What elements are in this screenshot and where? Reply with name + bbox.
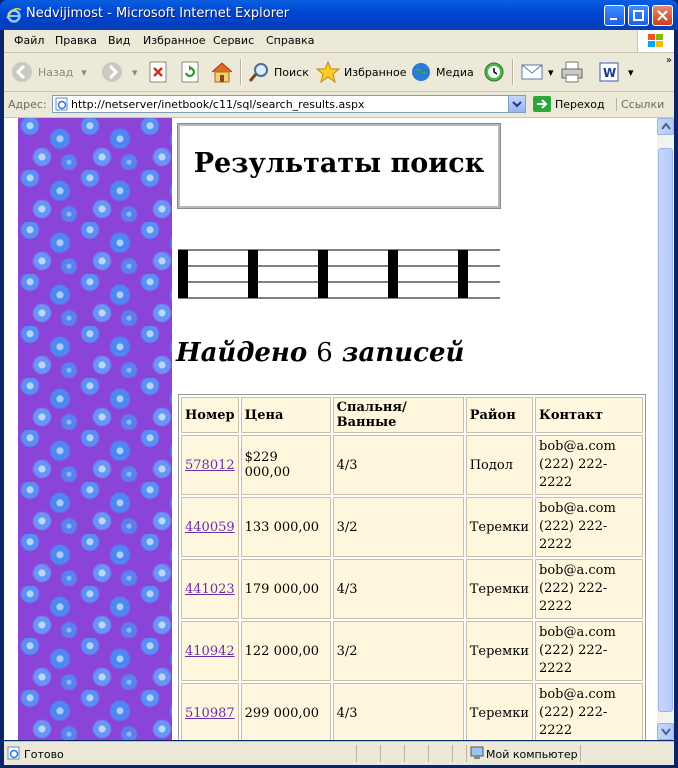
status-text: Готово: [24, 748, 64, 761]
minimize-button[interactable]: [604, 5, 625, 26]
contact-phone: (222) 222-2222: [539, 643, 608, 676]
contact-phone: (222) 222-2222: [539, 705, 608, 738]
forward-button[interactable]: [100, 60, 138, 84]
close-button[interactable]: [652, 5, 673, 26]
page-viewport: [4, 118, 657, 740]
header-box: [178, 124, 500, 208]
table-row: [181, 683, 643, 740]
scroll-thumb[interactable]: [658, 148, 673, 712]
address-dropdown-button[interactable]: [508, 96, 525, 112]
contact-cell: [535, 497, 643, 557]
district-cell: Теремки: [466, 683, 533, 740]
back-arrow-icon: [10, 60, 34, 84]
contact-email: bob@a.com: [539, 625, 616, 640]
minimize-icon: [608, 9, 621, 22]
page-title: Результаты поиск: [193, 148, 485, 179]
background-flowers-image: [18, 118, 172, 740]
go-arrow-icon: [533, 96, 551, 112]
mail-envelope-icon: [520, 61, 546, 83]
refresh-icon: [180, 61, 200, 83]
price-cell: $229 000,00: [241, 435, 331, 495]
price-cell: 299 000,00: [241, 683, 331, 740]
contact-cell: [535, 435, 643, 495]
forward-dropdown-icon[interactable]: ▾: [132, 65, 138, 79]
contact-phone: (222) 222-2222: [539, 457, 608, 490]
history-icon: [482, 61, 506, 83]
rooms-cell: 4/3: [333, 559, 464, 619]
table-row: [181, 435, 643, 495]
address-input[interactable]: [52, 95, 526, 113]
links-toolbar[interactable]: Ссылки: [616, 98, 664, 111]
page-status-icon: [7, 746, 21, 760]
back-button[interactable]: Назад ▾: [10, 60, 87, 84]
contact-cell: [535, 621, 643, 681]
word-edit-icon: [598, 61, 620, 83]
toolbar-overflow-icon[interactable]: »: [665, 55, 672, 66]
stop-button[interactable]: [148, 60, 168, 84]
address-url: http://netserver/inetbook/c11/sql/search_results.aspx: [71, 98, 365, 111]
scroll-down-button[interactable]: [657, 723, 674, 740]
district-cell: Подол: [466, 435, 533, 495]
menu-help[interactable]: Справка: [266, 34, 315, 47]
home-button[interactable]: [210, 60, 234, 84]
price-cell: 179 000,00: [241, 559, 331, 619]
address-label: Адрес:: [8, 98, 47, 111]
contact-email: bob@a.com: [539, 563, 616, 578]
history-button[interactable]: [482, 60, 506, 84]
table-header-row: [181, 397, 643, 433]
rooms-cell: 4/3: [333, 435, 464, 495]
results-table: [178, 394, 646, 740]
results-count: 6: [316, 338, 333, 368]
results-count-heading: Найдено 6 записей: [176, 338, 465, 368]
ie-logo-icon: [6, 7, 22, 23]
edit-dropdown-icon[interactable]: ▾: [628, 65, 634, 79]
windows-logo: [637, 30, 674, 52]
col-header-rooms: Спальня/Ванные: [333, 397, 464, 433]
contact-email: bob@a.com: [539, 439, 616, 454]
menu-tools[interactable]: Сервис: [213, 34, 255, 47]
refresh-button[interactable]: [180, 60, 200, 84]
price-cell: 133 000,00: [241, 497, 331, 557]
print-button[interactable]: [560, 60, 584, 84]
contact-cell: [535, 559, 643, 619]
listing-id-link[interactable]: 510987: [185, 705, 235, 721]
contact-email: bob@a.com: [539, 501, 616, 516]
chevron-down-icon: [658, 724, 673, 739]
contact-cell: [535, 683, 643, 740]
listing-id-link[interactable]: 441023: [185, 581, 235, 597]
page-content: [176, 118, 646, 740]
rooms-cell: 4/3: [333, 683, 464, 740]
windows-flag-icon: [638, 30, 674, 52]
menu-view[interactable]: Вид: [108, 34, 131, 47]
rooms-cell: 3/2: [333, 621, 464, 681]
page-icon: [55, 97, 69, 111]
contact-phone: (222) 222-2222: [539, 581, 608, 614]
security-zone: Мой компьютер: [486, 748, 578, 761]
maximize-icon: [632, 9, 645, 22]
menu-favorites[interactable]: Избранное: [143, 34, 206, 47]
back-dropdown-icon[interactable]: ▾: [81, 65, 87, 79]
mail-button[interactable]: [520, 60, 554, 84]
window-title: Nedvijimost - Microsoft Internet Explorer: [26, 6, 290, 21]
rooms-cell: 3/2: [333, 497, 464, 557]
col-header-price: Цена: [241, 397, 331, 433]
district-cell: Теремки: [466, 559, 533, 619]
listing-id-link[interactable]: 440059: [185, 519, 235, 535]
vertical-scrollbar[interactable]: [657, 118, 674, 740]
forward-arrow-icon: [100, 60, 124, 84]
search-button[interactable]: Поиск: [248, 60, 309, 84]
title-bar: [0, 0, 678, 30]
col-header-district: Район: [466, 397, 533, 433]
listing-id-link[interactable]: 578012: [185, 457, 235, 473]
chevron-down-icon: [509, 96, 525, 112]
status-bar: [4, 741, 674, 765]
favorites-button[interactable]: Избранное: [316, 60, 406, 84]
go-button[interactable]: Переход: [533, 96, 605, 112]
listing-id-link[interactable]: 410942: [185, 643, 235, 659]
home-icon: [210, 61, 234, 83]
favorites-star-icon: [316, 61, 340, 83]
price-cell: 122 000,00: [241, 621, 331, 681]
menu-bar: [4, 30, 674, 53]
menu-file[interactable]: Файл: [14, 34, 45, 47]
mail-dropdown-icon[interactable]: ▾: [548, 65, 554, 79]
my-computer-icon: [470, 746, 484, 760]
address-bar: [4, 92, 674, 118]
media-button[interactable]: Медиа: [410, 60, 474, 84]
search-icon: [248, 61, 270, 83]
svg-text:W: W: [603, 66, 617, 80]
table-row: [181, 497, 643, 557]
col-header-number: Номер: [181, 397, 239, 433]
scroll-up-button[interactable]: [657, 118, 674, 135]
decorative-bars-image: [178, 248, 500, 300]
edit-word-button[interactable]: [598, 60, 634, 84]
table-row: [181, 559, 643, 619]
district-cell: Теремки: [466, 497, 533, 557]
col-header-contact: Контакт: [535, 397, 643, 433]
close-icon: [656, 9, 669, 22]
stop-icon: [148, 61, 168, 83]
standard-toolbar: [4, 53, 674, 92]
contact-phone: (222) 222-2222: [539, 519, 608, 552]
maximize-button[interactable]: [628, 5, 649, 26]
table-row: [181, 621, 643, 681]
contact-email: bob@a.com: [539, 687, 616, 702]
chevron-up-icon: [658, 119, 673, 134]
media-globe-icon: [410, 61, 432, 83]
printer-icon: [560, 61, 584, 83]
menu-edit[interactable]: Правка: [55, 34, 97, 47]
district-cell: Теремки: [466, 621, 533, 681]
